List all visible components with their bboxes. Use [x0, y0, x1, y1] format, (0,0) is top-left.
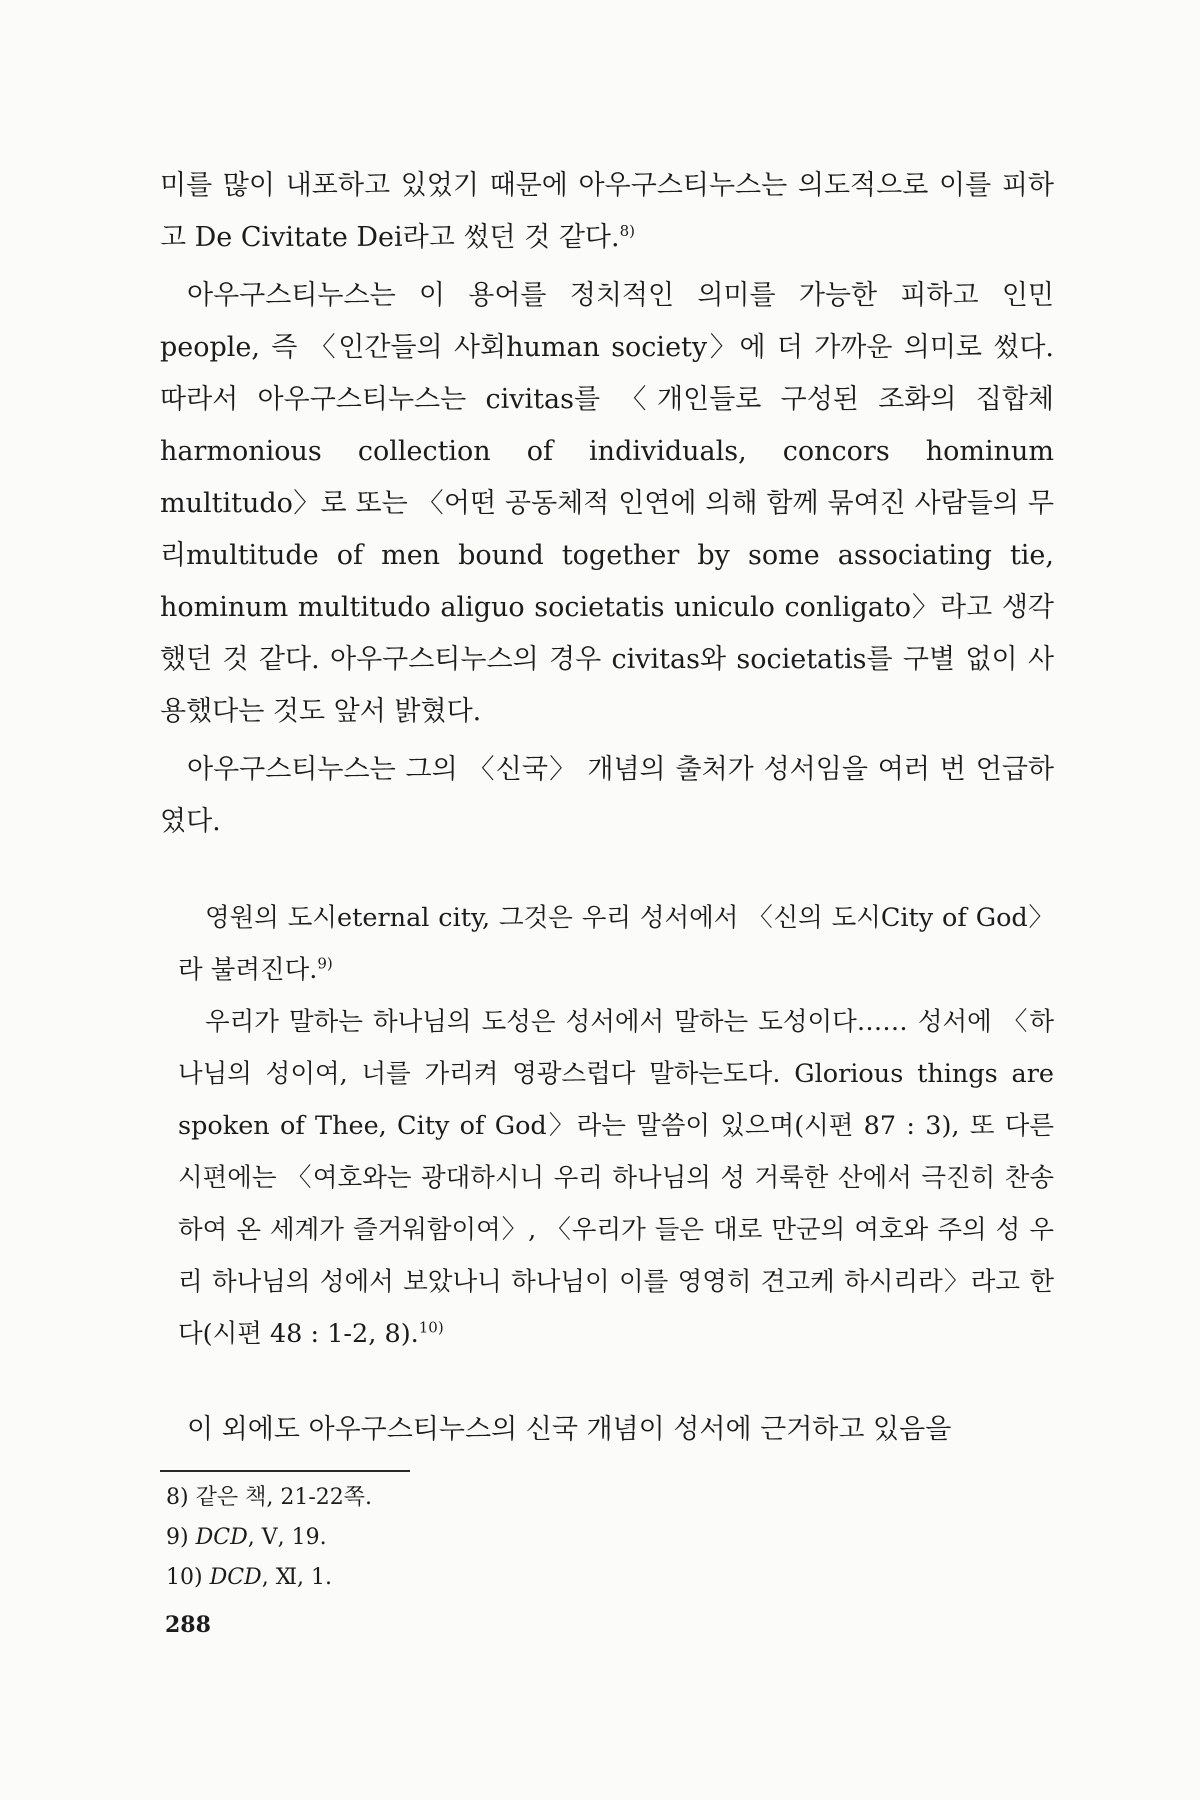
body-paragraph-3: 아우구스티누스는 그의 〈신국〉 개념의 출처가 성서임을 여러 번 언급하였다.: [160, 754, 1054, 837]
block-quote: [160, 892, 1054, 1360]
footnote-9: 9) DCD, Ⅴ, 19.: [166, 1525, 327, 1550]
body-paragraph-1: 미를 많이 내포하고 있었기 때문에 아우구스티누스는 의도적으로 이를 피하고 De Civitate Dei라고 썼던 것 같다.$^{8)}$: [160, 170, 1054, 253]
page-body: [160, 160, 1054, 1598]
footnote-10: 10) DCD, Ⅺ, 1.: [166, 1565, 332, 1590]
footnote-ref-8[interactable]: 8): [619, 222, 635, 240]
quote-paragraph-2: 우리가 말하는 하나님의 도성은 성서에서 말하는 도성이다…… 성서에 〈하나님의 성이여, 너를 가리켜 영광스럽다 말하는도다. Glorious things are spoken of Thee, City of God〉라는 말씀이 있으며(시편 87 : 3), 또 다른 시편에는 〈여호와는 광대하시니 우리 하나님의 성 거룩한 산에서 극진히 찬송하여 온 세계가 즐거워함이여〉, 〈우리가 들은 대로 만군의 여호와 주의 성 우리 하나님의 성에서 보았나니 하나님이 이를 영영히 견고케 하시리라〉라고 한다(시편 48 : 1-2, 8).$^{10)}$: [178, 1007, 1054, 1349]
footnotes: [160, 1478, 1054, 1598]
body-paragraph-2: 아우구스티누스는 이 용어를 정치적인 의미를 가능한 피하고 인민 people, 즉 〈인간들의 사회human society〉에 더 가까운 의미로 썼다. 따라서 아우구스티누스는 civitas를 〈개인들로 구성된 조화의 집합체harmonious collection of individuals, concors hominum multitudo〉로 또는 〈어떤 공동체적 인연에 의해 함께 묶여진 사람들의 무리multitude of men bound together by some associating tie, hominum multitudo aliguo societatis uniculo conligato〉라고 생각했던 것 같다. 아우구스티누스의 경우 civitas와 societatis를 구별 없이 사용했다는 것도 앞서 밝혔다.: [160, 280, 1054, 727]
footnote-8: 8) 같은 책, 21-22쪽.: [166, 1485, 372, 1510]
footnote-ref-10[interactable]: 10): [418, 1318, 444, 1337]
footnote-divider: [160, 1470, 410, 1472]
footnote-ref-9[interactable]: 9): [317, 954, 333, 973]
closing-paragraph: 이 외에도 아우구스티누스의 신국 개념이 성서에 근거하고 있음을: [187, 1414, 952, 1445]
page-number: 288: [165, 1612, 211, 1638]
quote-paragraph-1: 영원의 도시eternal city, 그것은 우리 성서에서 〈신의 도시City of God〉라 불려진다.$^{9)}$: [178, 903, 1054, 985]
